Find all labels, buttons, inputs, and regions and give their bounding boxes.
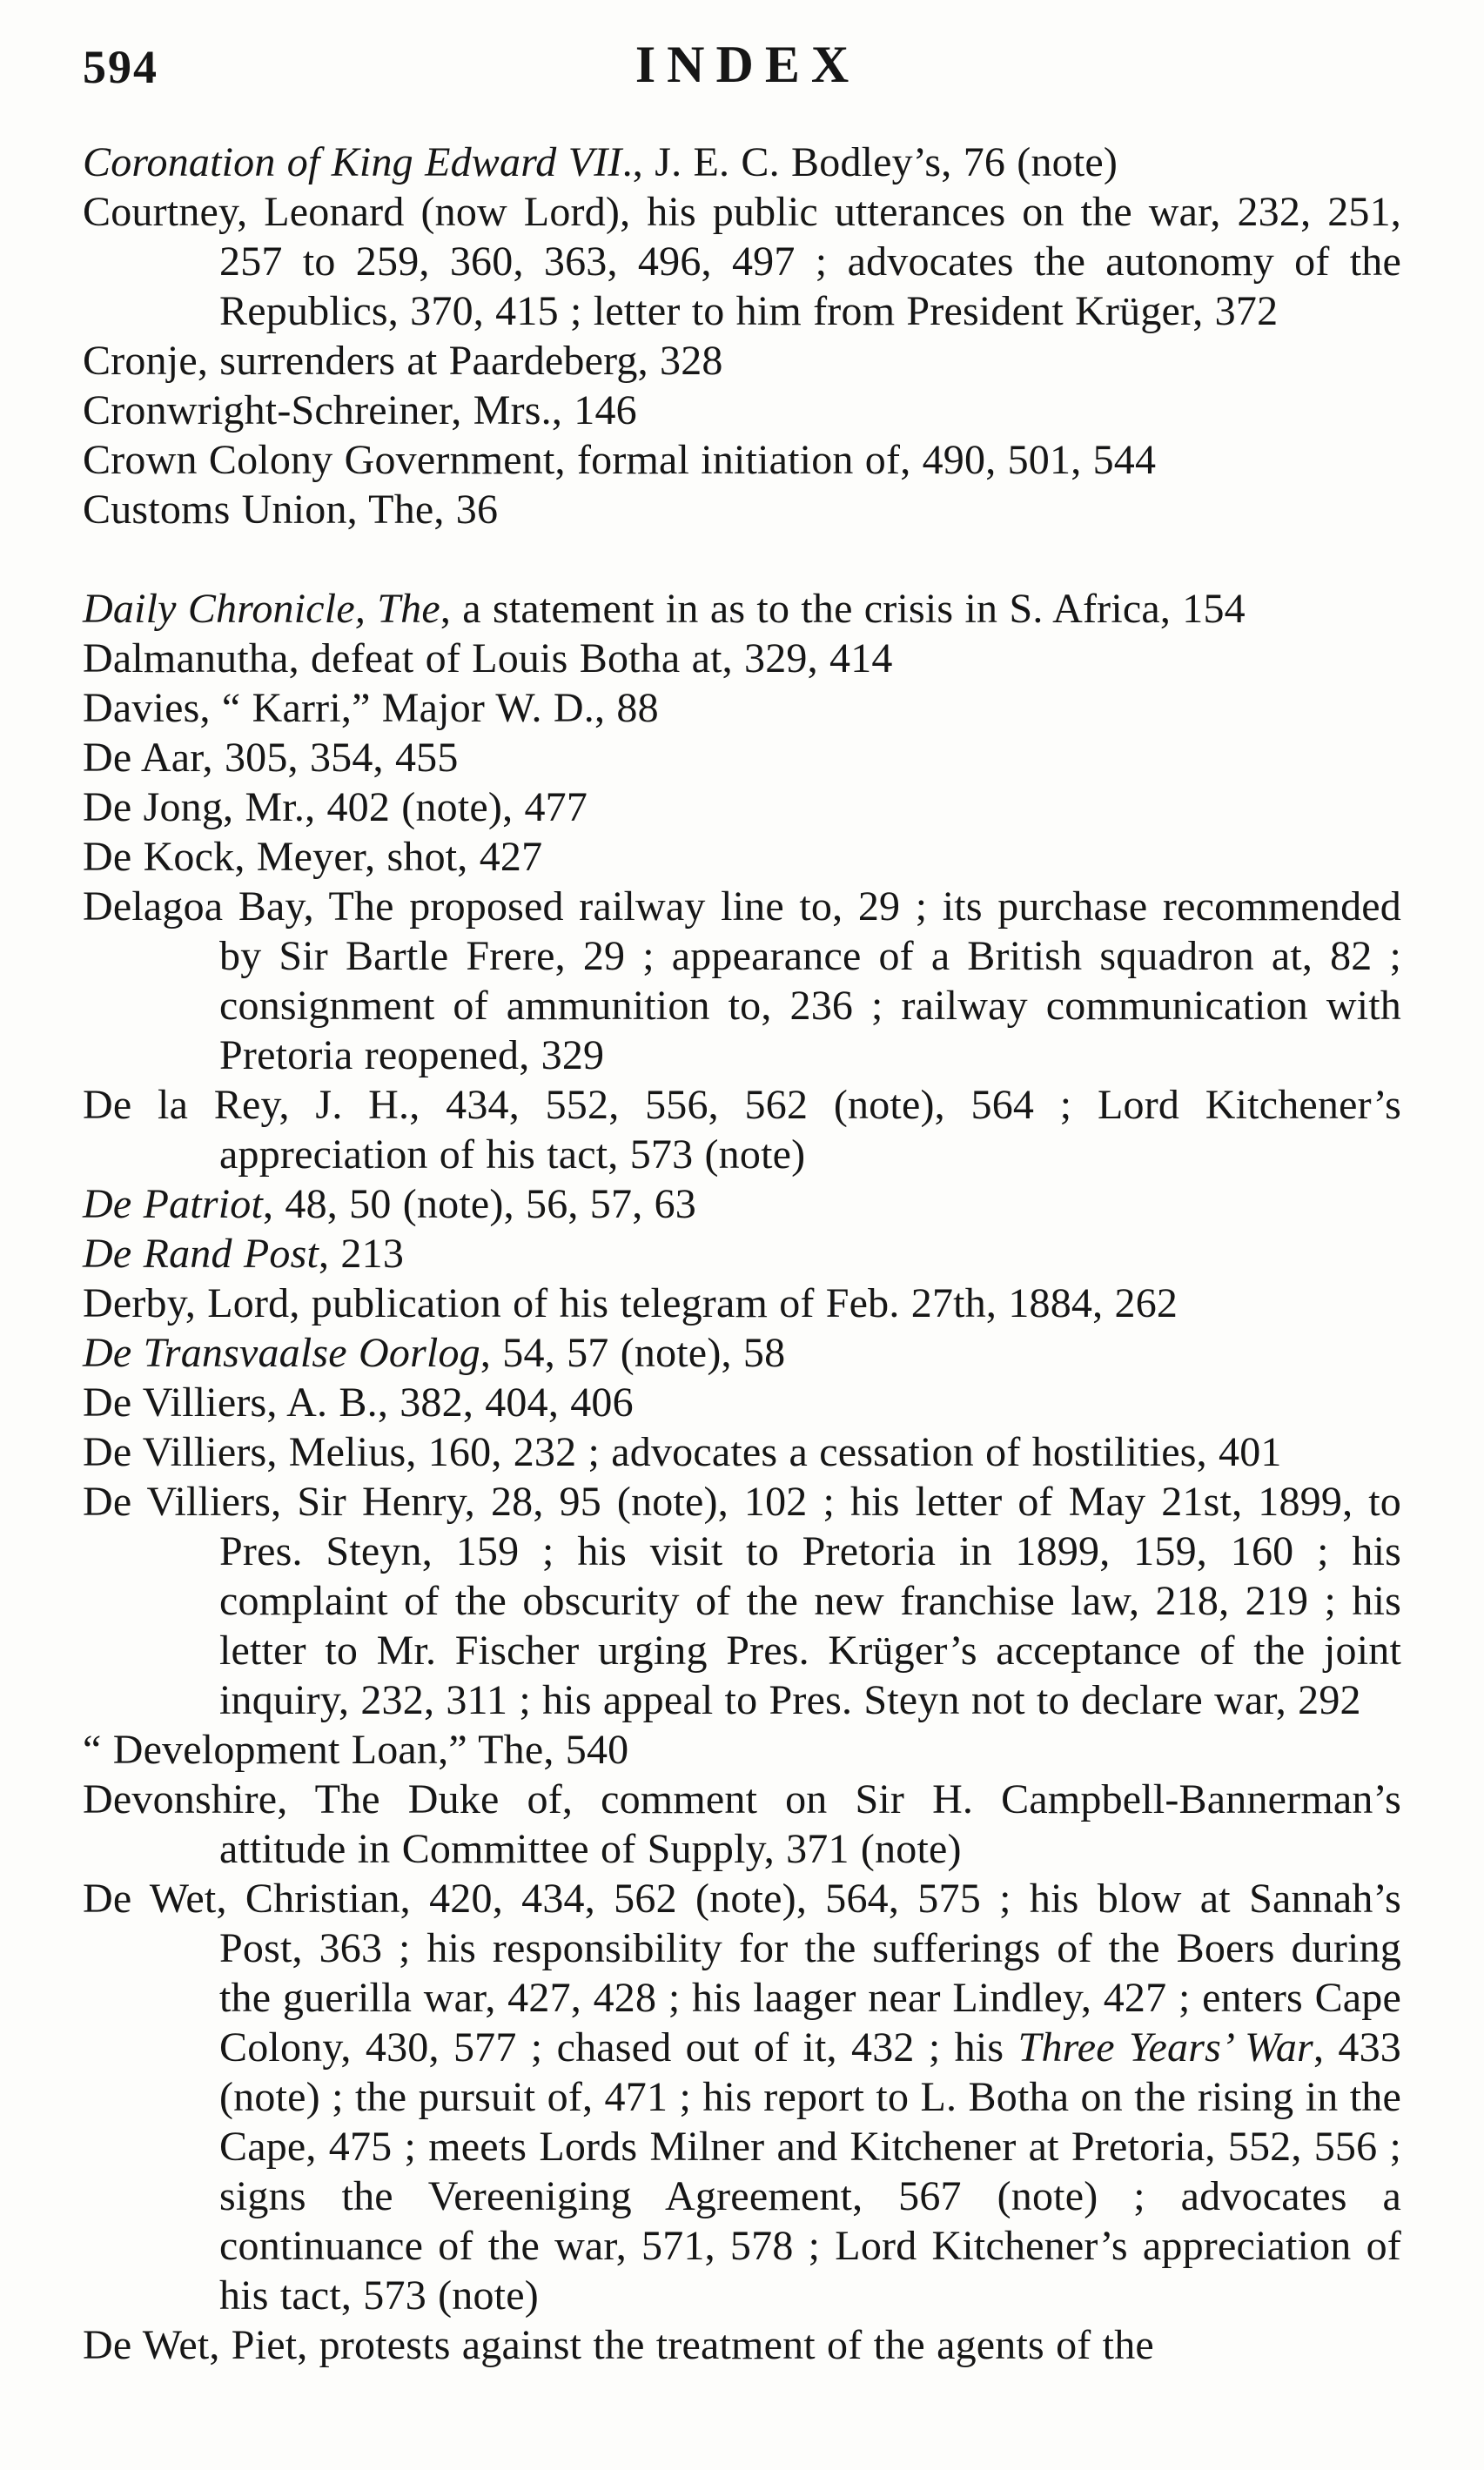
entry-segment-italic: Three Years’ War xyxy=(1017,2024,1313,2071)
index-entry xyxy=(83,1775,1401,1874)
entry-segment: , 54, 57 (note), 58 xyxy=(480,1330,786,1376)
entry-segment-italic: Coronation of King Edward VII xyxy=(83,139,622,185)
entry-segment: , 213 xyxy=(319,1231,405,1277)
index-entry xyxy=(83,584,1401,634)
entry-segment: Cronwright-Schreiner, Mrs., 146 xyxy=(83,387,637,433)
page-header xyxy=(0,0,1484,104)
entry-segment: Cronje, surrenders at Paardeberg, 328 xyxy=(83,338,723,384)
index-entry xyxy=(83,435,1401,485)
index-entry xyxy=(83,683,1401,733)
index-entry xyxy=(83,1080,1401,1179)
entry-segment: ., J. E. C. Bodley’s, 76 (note) xyxy=(621,139,1118,185)
entry-segment: De Villiers, Melius, 160, 232 ; advocates a cessation of hostilities, 401 xyxy=(83,1429,1282,1475)
index-entry xyxy=(83,2320,1401,2370)
index-entry xyxy=(83,832,1401,882)
entry-segment: Crown Colony Government, formal initiation of, 490, 501, 544 xyxy=(83,437,1157,483)
entry-segment: De Jong, Mr., 402 (note), 477 xyxy=(83,784,588,830)
entry-segment: Courtney, Leonard (now Lord), his public utterances on the war, 232, 251, 257 to 259, 360, 363, 496, 497 ; advocates the autonomy of the Republics, 370, 415 ; letter to him from President Krüger, 372 xyxy=(83,189,1401,334)
entry-segment: De Villiers, A. B., 382, 404, 406 xyxy=(83,1379,634,1426)
index-entry xyxy=(83,187,1401,336)
index-entry xyxy=(83,1179,1401,1229)
entry-segment: De Wet, Christian, 420, 434, 562 (note), 564, 575 ; his blow at Sannah’s Post, 363 ; his responsibility for the sufferings of the Boers during the guerilla war, 427, 428 ; his laager near Lindley, 427 ; enters Cape Colony, 430, 577 ; chased out of it, 432 ; his xyxy=(83,1876,1401,2071)
entry-segment: “ Development Loan,” The, 540 xyxy=(83,1727,629,1773)
entry-segment: Devonshire, The Duke of, comment on Sir H. Campbell-Bannerman’s attitude in Committee of Supply, 371 (note) xyxy=(83,1776,1401,1872)
index-entry xyxy=(83,138,1401,187)
index-entry xyxy=(83,1725,1401,1775)
entry-segment: Derby, Lord, publication of his telegram of Feb. 27th, 1884, 262 xyxy=(83,1280,1178,1326)
index-entry xyxy=(83,1328,1401,1378)
entry-segment: De Wet, Piet, protests against the treatment of the agents of the xyxy=(83,2322,1154,2368)
entry-segment-italic: De Rand Post xyxy=(83,1231,319,1277)
index-entry xyxy=(83,1477,1401,1725)
index-entry xyxy=(83,634,1401,683)
index-entry xyxy=(83,485,1401,534)
entry-segment: Dalmanutha, defeat of Louis Botha at, 329, 414 xyxy=(83,635,893,681)
entry-segment: , 48, 50 (note), 56, 57, 63 xyxy=(262,1181,696,1227)
page-number: 594 xyxy=(83,41,158,93)
index-entry xyxy=(83,882,1401,1080)
index-entry xyxy=(83,1279,1401,1328)
index-entry xyxy=(83,1427,1401,1477)
entry-segment-italic: De Transvaalse Oorlog xyxy=(83,1330,480,1376)
entry-segment: De Villiers, Sir Henry, 28, 95 (note), 102 ; his letter of May 21st, 1899, to Pres. Steyn, 159 ; his visit to Pretoria in 1899, 159, 160 ; his complaint of the obscurity of the new franchise law, 218, 219 ; his letter to Mr. Fischer urging Pres. Krüger’s acceptance of the joint inquiry, 232, 311 ; his appeal to Pres. Steyn not to declare war, 292 xyxy=(83,1479,1401,1723)
entry-segment: Delagoa Bay, The proposed railway line to, 29 ; its purchase recommended by Sir Bartle Frere, 29 ; appearance of a British squadron at, 82 ; consignment of ammunition to, 236 ; railway communication with Pretoria reopened, 329 xyxy=(83,883,1401,1078)
index-entry xyxy=(83,1874,1401,2320)
page-title: INDEX xyxy=(635,36,861,93)
index-entry xyxy=(83,1229,1401,1279)
entry-segment-italic: Daily Chronicle, The xyxy=(83,586,440,632)
entry-segment: Customs Union, The, 36 xyxy=(83,487,499,533)
index-entry xyxy=(83,386,1401,435)
entry-segment: De Aar, 305, 354, 455 xyxy=(83,735,459,781)
entry-segment: Davies, “ Karri,” Major W. D., 88 xyxy=(83,685,659,731)
entry-segment-italic: De Patriot xyxy=(83,1181,263,1227)
entry-segment: , a statement in as to the crisis in S. Africa, 154 xyxy=(440,586,1246,632)
entry-segment: De Kock, Meyer, shot, 427 xyxy=(83,834,543,880)
index-entry xyxy=(83,782,1401,832)
index-entry xyxy=(83,1378,1401,1427)
index-entry xyxy=(83,336,1401,386)
entry-segment: De la Rey, J. H., 434, 552, 556, 562 (note), 564 ; Lord Kitchener’s appreciation of his tact, 573 (note) xyxy=(83,1082,1401,1178)
index-entry xyxy=(83,733,1401,782)
entry-segment: , 433 (note) ; the pursuit of, 471 ; his report to L. Botha on the rising in the Cape, 475 ; meets Lords Milner and Kitchener at Pretoria, 552, 556 ; signs the Vereeniging Agreement, 567 (note) ; advocates a continuance of the war, 571, 578 ; Lord Kitchener’s appreciation of his tact, 573 (note) xyxy=(219,2024,1402,2319)
index-entries xyxy=(0,104,1484,2370)
